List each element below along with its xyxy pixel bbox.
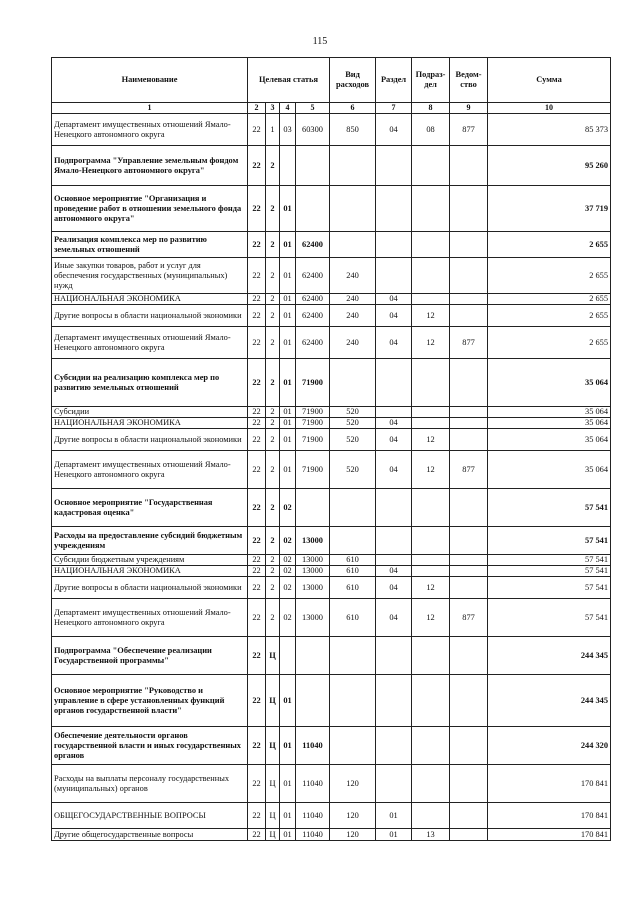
cell-target-program: 22 bbox=[248, 294, 266, 305]
column-number: 3 bbox=[266, 103, 280, 114]
table-row bbox=[52, 232, 611, 258]
cell-expense-type: 610 bbox=[330, 555, 376, 566]
cell-department bbox=[450, 258, 488, 294]
cell-expense-type bbox=[330, 232, 376, 258]
cell-section bbox=[376, 727, 412, 765]
cell-subsection bbox=[412, 359, 450, 407]
table-row bbox=[52, 418, 611, 429]
cell-target-program: 22 bbox=[248, 146, 266, 186]
cell-expense-type: 520 bbox=[330, 407, 376, 418]
header-name: Наименование bbox=[52, 58, 248, 103]
cell-section bbox=[376, 637, 412, 675]
cell-sum: 170 841 bbox=[488, 765, 611, 803]
cell-department bbox=[450, 418, 488, 429]
cell-sum: 170 841 bbox=[488, 829, 611, 841]
cell-department bbox=[450, 527, 488, 555]
column-number: 10 bbox=[488, 103, 611, 114]
cell-expense-type: 120 bbox=[330, 765, 376, 803]
table-row bbox=[52, 566, 611, 577]
cell-target-direction bbox=[296, 146, 330, 186]
cell-target-direction: 60300 bbox=[296, 114, 330, 146]
cell-department bbox=[450, 577, 488, 599]
cell-sum: 244 345 bbox=[488, 637, 611, 675]
cell-target-event: 01 bbox=[280, 675, 296, 727]
cell-name: Департамент имущественных отношений Ямало-Ненецкого автономного округа bbox=[52, 114, 248, 146]
cell-target-program: 22 bbox=[248, 555, 266, 566]
cell-target-direction: 11040 bbox=[296, 727, 330, 765]
cell-subsection bbox=[412, 258, 450, 294]
cell-target-direction bbox=[296, 637, 330, 675]
table-row bbox=[52, 294, 611, 305]
cell-target-direction: 62400 bbox=[296, 258, 330, 294]
cell-department bbox=[450, 186, 488, 232]
cell-expense-type bbox=[330, 489, 376, 527]
cell-target-direction: 62400 bbox=[296, 232, 330, 258]
cell-target-event: 02 bbox=[280, 489, 296, 527]
header-vedomstvo: Ведом-ство bbox=[450, 58, 488, 103]
cell-name: НАЦИОНАЛЬНАЯ ЭКОНОМИКА bbox=[52, 418, 248, 429]
cell-department bbox=[450, 829, 488, 841]
table-row bbox=[52, 327, 611, 359]
cell-subsection: 12 bbox=[412, 327, 450, 359]
column-number: 7 bbox=[376, 103, 412, 114]
cell-target-event: 01 bbox=[280, 359, 296, 407]
table-row bbox=[52, 407, 611, 418]
cell-expense-type bbox=[330, 727, 376, 765]
cell-section: 04 bbox=[376, 566, 412, 577]
column-number: 5 bbox=[296, 103, 330, 114]
cell-target-direction: 13000 bbox=[296, 527, 330, 555]
column-number: 2 bbox=[248, 103, 266, 114]
cell-subsection bbox=[412, 727, 450, 765]
table-row bbox=[52, 829, 611, 841]
cell-section bbox=[376, 146, 412, 186]
cell-target-direction: 71900 bbox=[296, 429, 330, 451]
cell-sum: 2 655 bbox=[488, 232, 611, 258]
cell-target-direction: 13000 bbox=[296, 577, 330, 599]
cell-target-direction: 71900 bbox=[296, 359, 330, 407]
cell-expense-type: 610 bbox=[330, 599, 376, 637]
cell-department bbox=[450, 765, 488, 803]
cell-sum: 57 541 bbox=[488, 489, 611, 527]
cell-sum: 85 373 bbox=[488, 114, 611, 146]
cell-subsection bbox=[412, 418, 450, 429]
cell-department bbox=[450, 146, 488, 186]
cell-section bbox=[376, 765, 412, 803]
cell-section bbox=[376, 555, 412, 566]
cell-name: Другие вопросы в области национальной экономики bbox=[52, 577, 248, 599]
column-number: 8 bbox=[412, 103, 450, 114]
cell-target-subprogram: 2 bbox=[266, 566, 280, 577]
cell-department bbox=[450, 232, 488, 258]
budget-table bbox=[51, 57, 611, 841]
cell-name: Расходы на предоставление субсидий бюджетным учреждениям bbox=[52, 527, 248, 555]
cell-section bbox=[376, 489, 412, 527]
cell-department bbox=[450, 727, 488, 765]
cell-department bbox=[450, 305, 488, 327]
cell-section bbox=[376, 186, 412, 232]
cell-department bbox=[450, 803, 488, 829]
cell-expense-type: 240 bbox=[330, 327, 376, 359]
header-summa: Сумма bbox=[488, 58, 611, 103]
cell-target-program: 22 bbox=[248, 527, 266, 555]
column-number: 9 bbox=[450, 103, 488, 114]
cell-target-program: 22 bbox=[248, 418, 266, 429]
cell-target-subprogram: 2 bbox=[266, 232, 280, 258]
cell-target-direction bbox=[296, 489, 330, 527]
cell-target-event: 01 bbox=[280, 407, 296, 418]
cell-sum: 35 064 bbox=[488, 429, 611, 451]
cell-sum: 2 655 bbox=[488, 327, 611, 359]
cell-target-subprogram: 2 bbox=[266, 577, 280, 599]
cell-name: Основное мероприятие "Государственная кадастровая оценка" bbox=[52, 489, 248, 527]
column-number: 4 bbox=[280, 103, 296, 114]
cell-expense-type: 610 bbox=[330, 577, 376, 599]
header-row bbox=[52, 58, 611, 103]
cell-name: Обеспечение деятельности органов государственной власти и иных государственных органов bbox=[52, 727, 248, 765]
cell-section: 04 bbox=[376, 451, 412, 489]
cell-section bbox=[376, 258, 412, 294]
table-row bbox=[52, 258, 611, 294]
cell-target-program: 22 bbox=[248, 232, 266, 258]
cell-target-event: 01 bbox=[280, 294, 296, 305]
cell-subsection: 12 bbox=[412, 429, 450, 451]
table-row bbox=[52, 359, 611, 407]
cell-target-program: 22 bbox=[248, 675, 266, 727]
cell-section: 04 bbox=[376, 599, 412, 637]
cell-target-direction: 11040 bbox=[296, 803, 330, 829]
cell-name: Иные закупки товаров, работ и услуг для обеспечения государственных (муниципальных) нужд bbox=[52, 258, 248, 294]
cell-target-program: 22 bbox=[248, 258, 266, 294]
cell-expense-type bbox=[330, 186, 376, 232]
table-row bbox=[52, 675, 611, 727]
cell-target-subprogram: 2 bbox=[266, 294, 280, 305]
header-target: Целевая статья bbox=[248, 58, 330, 103]
cell-target-event: 01 bbox=[280, 727, 296, 765]
cell-target-subprogram: 2 bbox=[266, 527, 280, 555]
cell-target-event bbox=[280, 146, 296, 186]
column-number: 1 bbox=[52, 103, 248, 114]
cell-sum: 57 541 bbox=[488, 566, 611, 577]
cell-name: Департамент имущественных отношений Ямало-Ненецкого автономного округа bbox=[52, 451, 248, 489]
table-row bbox=[52, 451, 611, 489]
cell-target-event: 01 bbox=[280, 429, 296, 451]
cell-target-event: 01 bbox=[280, 305, 296, 327]
cell-subsection bbox=[412, 675, 450, 727]
cell-sum: 244 345 bbox=[488, 675, 611, 727]
cell-section: 04 bbox=[376, 305, 412, 327]
cell-sum: 2 655 bbox=[488, 258, 611, 294]
cell-sum: 57 541 bbox=[488, 577, 611, 599]
cell-target-direction: 11040 bbox=[296, 829, 330, 841]
cell-name: НАЦИОНАЛЬНАЯ ЭКОНОМИКА bbox=[52, 294, 248, 305]
cell-expense-type bbox=[330, 675, 376, 727]
cell-department bbox=[450, 294, 488, 305]
header-podrazdel: Подраз-дел bbox=[412, 58, 450, 103]
cell-target-subprogram: Ц bbox=[266, 727, 280, 765]
cell-target-program: 22 bbox=[248, 727, 266, 765]
cell-section: 01 bbox=[376, 829, 412, 841]
cell-target-event: 02 bbox=[280, 599, 296, 637]
cell-name: Подпрограмма "Обеспечение реализации Государственной программы" bbox=[52, 637, 248, 675]
cell-target-direction: 11040 bbox=[296, 765, 330, 803]
table-row bbox=[52, 305, 611, 327]
table-row bbox=[52, 527, 611, 555]
cell-expense-type bbox=[330, 527, 376, 555]
table-row bbox=[52, 765, 611, 803]
cell-sum: 35 064 bbox=[488, 359, 611, 407]
table-row bbox=[52, 114, 611, 146]
cell-subsection bbox=[412, 186, 450, 232]
cell-department bbox=[450, 675, 488, 727]
cell-department bbox=[450, 359, 488, 407]
cell-name: Другие вопросы в области национальной экономики bbox=[52, 429, 248, 451]
cell-target-event: 01 bbox=[280, 451, 296, 489]
cell-target-event: 01 bbox=[280, 765, 296, 803]
cell-target-direction: 71900 bbox=[296, 418, 330, 429]
cell-target-subprogram: 2 bbox=[266, 418, 280, 429]
column-number-row bbox=[52, 103, 611, 114]
cell-target-event: 01 bbox=[280, 803, 296, 829]
cell-target-program: 22 bbox=[248, 637, 266, 675]
cell-expense-type: 120 bbox=[330, 803, 376, 829]
cell-expense-type: 240 bbox=[330, 258, 376, 294]
cell-name: Департамент имущественных отношений Ямало-Ненецкого автономного округа bbox=[52, 599, 248, 637]
cell-subsection bbox=[412, 294, 450, 305]
cell-name: Основное мероприятие "Руководство и управление в сфере установленных функций органов государственной власти" bbox=[52, 675, 248, 727]
cell-section: 04 bbox=[376, 577, 412, 599]
cell-target-program: 22 bbox=[248, 577, 266, 599]
cell-subsection bbox=[412, 555, 450, 566]
cell-section: 04 bbox=[376, 429, 412, 451]
table-row bbox=[52, 186, 611, 232]
cell-target-subprogram: 2 bbox=[266, 555, 280, 566]
cell-subsection: 12 bbox=[412, 599, 450, 637]
cell-sum: 57 541 bbox=[488, 555, 611, 566]
cell-name: Департамент имущественных отношений Ямало-Ненецкого автономного округа bbox=[52, 327, 248, 359]
cell-target-direction: 62400 bbox=[296, 305, 330, 327]
cell-subsection: 13 bbox=[412, 829, 450, 841]
cell-target-program: 22 bbox=[248, 451, 266, 489]
cell-target-event: 01 bbox=[280, 232, 296, 258]
cell-target-direction: 13000 bbox=[296, 599, 330, 637]
cell-target-program: 22 bbox=[248, 489, 266, 527]
cell-target-event: 01 bbox=[280, 258, 296, 294]
cell-target-subprogram: 2 bbox=[266, 407, 280, 418]
cell-subsection: 12 bbox=[412, 577, 450, 599]
cell-name: НАЦИОНАЛЬНАЯ ЭКОНОМИКА bbox=[52, 566, 248, 577]
cell-target-program: 22 bbox=[248, 429, 266, 451]
cell-subsection bbox=[412, 765, 450, 803]
cell-name: Расходы на выплаты персоналу государственных (муниципальных) органов bbox=[52, 765, 248, 803]
table-row bbox=[52, 599, 611, 637]
table-body bbox=[52, 114, 611, 841]
cell-target-event: 01 bbox=[280, 829, 296, 841]
cell-name: Подпрограмма "Управление земельным фондом Ямало-Ненецкого автономного округа" bbox=[52, 146, 248, 186]
cell-target-direction: 71900 bbox=[296, 451, 330, 489]
cell-section: 01 bbox=[376, 803, 412, 829]
cell-sum: 35 064 bbox=[488, 407, 611, 418]
cell-target-event: 02 bbox=[280, 577, 296, 599]
cell-target-subprogram: 2 bbox=[266, 146, 280, 186]
cell-target-program: 22 bbox=[248, 803, 266, 829]
cell-target-subprogram: 2 bbox=[266, 305, 280, 327]
cell-target-event: 01 bbox=[280, 186, 296, 232]
cell-department bbox=[450, 555, 488, 566]
cell-sum: 170 841 bbox=[488, 803, 611, 829]
cell-sum: 2 655 bbox=[488, 294, 611, 305]
cell-section: 04 bbox=[376, 114, 412, 146]
cell-sum: 35 064 bbox=[488, 418, 611, 429]
table-row bbox=[52, 555, 611, 566]
cell-section bbox=[376, 527, 412, 555]
table-row bbox=[52, 577, 611, 599]
cell-subsection bbox=[412, 566, 450, 577]
table-row bbox=[52, 489, 611, 527]
cell-subsection: 08 bbox=[412, 114, 450, 146]
header-razdel: Раздел bbox=[376, 58, 412, 103]
page-number: 115 bbox=[312, 36, 328, 47]
cell-target-program: 22 bbox=[248, 566, 266, 577]
cell-name: Реализация комплекса мер по развитию земельных отношений bbox=[52, 232, 248, 258]
cell-department: 877 bbox=[450, 451, 488, 489]
cell-sum: 244 320 bbox=[488, 727, 611, 765]
cell-target-event bbox=[280, 637, 296, 675]
cell-section bbox=[376, 675, 412, 727]
cell-department bbox=[450, 489, 488, 527]
cell-expense-type: 520 bbox=[330, 429, 376, 451]
cell-target-subprogram: 2 bbox=[266, 359, 280, 407]
cell-name: Субсидии бюджетным учреждениям bbox=[52, 555, 248, 566]
cell-name: Субсидии bbox=[52, 407, 248, 418]
cell-department bbox=[450, 429, 488, 451]
cell-target-program: 22 bbox=[248, 829, 266, 841]
cell-expense-type: 240 bbox=[330, 294, 376, 305]
cell-expense-type: 850 bbox=[330, 114, 376, 146]
cell-name: ОБЩЕГОСУДАРСТВЕННЫЕ ВОПРОСЫ bbox=[52, 803, 248, 829]
cell-department bbox=[450, 566, 488, 577]
header-vid: Вид расходов bbox=[330, 58, 376, 103]
cell-target-subprogram: Ц bbox=[266, 829, 280, 841]
cell-section bbox=[376, 407, 412, 418]
cell-department: 877 bbox=[450, 327, 488, 359]
cell-sum: 95 260 bbox=[488, 146, 611, 186]
cell-target-event: 03 bbox=[280, 114, 296, 146]
cell-target-direction: 13000 bbox=[296, 566, 330, 577]
cell-target-direction: 13000 bbox=[296, 555, 330, 566]
cell-target-subprogram: Ц bbox=[266, 765, 280, 803]
cell-target-program: 22 bbox=[248, 407, 266, 418]
cell-target-event: 01 bbox=[280, 327, 296, 359]
cell-target-event: 02 bbox=[280, 527, 296, 555]
cell-expense-type: 120 bbox=[330, 829, 376, 841]
cell-department: 877 bbox=[450, 599, 488, 637]
cell-expense-type: 520 bbox=[330, 451, 376, 489]
cell-sum: 2 655 bbox=[488, 305, 611, 327]
cell-department bbox=[450, 407, 488, 418]
cell-target-subprogram: 2 bbox=[266, 451, 280, 489]
cell-target-program: 22 bbox=[248, 305, 266, 327]
cell-target-program: 22 bbox=[248, 599, 266, 637]
cell-section: 04 bbox=[376, 294, 412, 305]
cell-section: 04 bbox=[376, 327, 412, 359]
cell-subsection bbox=[412, 527, 450, 555]
cell-sum: 57 541 bbox=[488, 599, 611, 637]
cell-target-program: 22 bbox=[248, 765, 266, 803]
cell-target-subprogram: 1 bbox=[266, 114, 280, 146]
cell-target-program: 22 bbox=[248, 186, 266, 232]
cell-subsection bbox=[412, 407, 450, 418]
cell-target-event: 01 bbox=[280, 418, 296, 429]
column-number: 6 bbox=[330, 103, 376, 114]
cell-department bbox=[450, 637, 488, 675]
table-row bbox=[52, 146, 611, 186]
cell-target-direction bbox=[296, 186, 330, 232]
cell-target-event: 02 bbox=[280, 555, 296, 566]
cell-expense-type: 610 bbox=[330, 566, 376, 577]
cell-target-direction bbox=[296, 675, 330, 727]
table-row bbox=[52, 429, 611, 451]
cell-subsection: 12 bbox=[412, 451, 450, 489]
cell-subsection: 12 bbox=[412, 305, 450, 327]
cell-expense-type bbox=[330, 637, 376, 675]
cell-section: 04 bbox=[376, 418, 412, 429]
cell-target-direction: 62400 bbox=[296, 294, 330, 305]
cell-target-event: 02 bbox=[280, 566, 296, 577]
table-row bbox=[52, 727, 611, 765]
cell-name: Основное мероприятие "Организация и проведение работ в отношении земельного фонда автономного округа" bbox=[52, 186, 248, 232]
cell-subsection bbox=[412, 489, 450, 527]
cell-subsection bbox=[412, 232, 450, 258]
cell-target-subprogram: Ц bbox=[266, 675, 280, 727]
cell-target-direction: 62400 bbox=[296, 327, 330, 359]
cell-target-direction: 71900 bbox=[296, 407, 330, 418]
cell-target-subprogram: 2 bbox=[266, 186, 280, 232]
cell-subsection bbox=[412, 637, 450, 675]
cell-expense-type bbox=[330, 146, 376, 186]
cell-target-subprogram: 2 bbox=[266, 327, 280, 359]
cell-sum: 35 064 bbox=[488, 451, 611, 489]
cell-name: Другие общегосударственные вопросы bbox=[52, 829, 248, 841]
cell-section bbox=[376, 232, 412, 258]
cell-target-program: 22 bbox=[248, 114, 266, 146]
cell-name: Другие вопросы в области национальной экономики bbox=[52, 305, 248, 327]
cell-expense-type: 520 bbox=[330, 418, 376, 429]
cell-target-subprogram: Ц bbox=[266, 637, 280, 675]
cell-target-subprogram: Ц bbox=[266, 803, 280, 829]
cell-subsection bbox=[412, 803, 450, 829]
table-row bbox=[52, 637, 611, 675]
cell-sum: 57 541 bbox=[488, 527, 611, 555]
cell-expense-type: 240 bbox=[330, 305, 376, 327]
cell-expense-type bbox=[330, 359, 376, 407]
cell-target-subprogram: 2 bbox=[266, 489, 280, 527]
cell-department: 877 bbox=[450, 114, 488, 146]
cell-target-subprogram: 2 bbox=[266, 599, 280, 637]
table-row bbox=[52, 803, 611, 829]
cell-section bbox=[376, 359, 412, 407]
cell-target-program: 22 bbox=[248, 359, 266, 407]
cell-name: Субсидии на реализацию комплекса мер по развитию земельных отношений bbox=[52, 359, 248, 407]
cell-target-subprogram: 2 bbox=[266, 258, 280, 294]
cell-target-program: 22 bbox=[248, 327, 266, 359]
cell-target-subprogram: 2 bbox=[266, 429, 280, 451]
cell-sum: 37 719 bbox=[488, 186, 611, 232]
cell-subsection bbox=[412, 146, 450, 186]
